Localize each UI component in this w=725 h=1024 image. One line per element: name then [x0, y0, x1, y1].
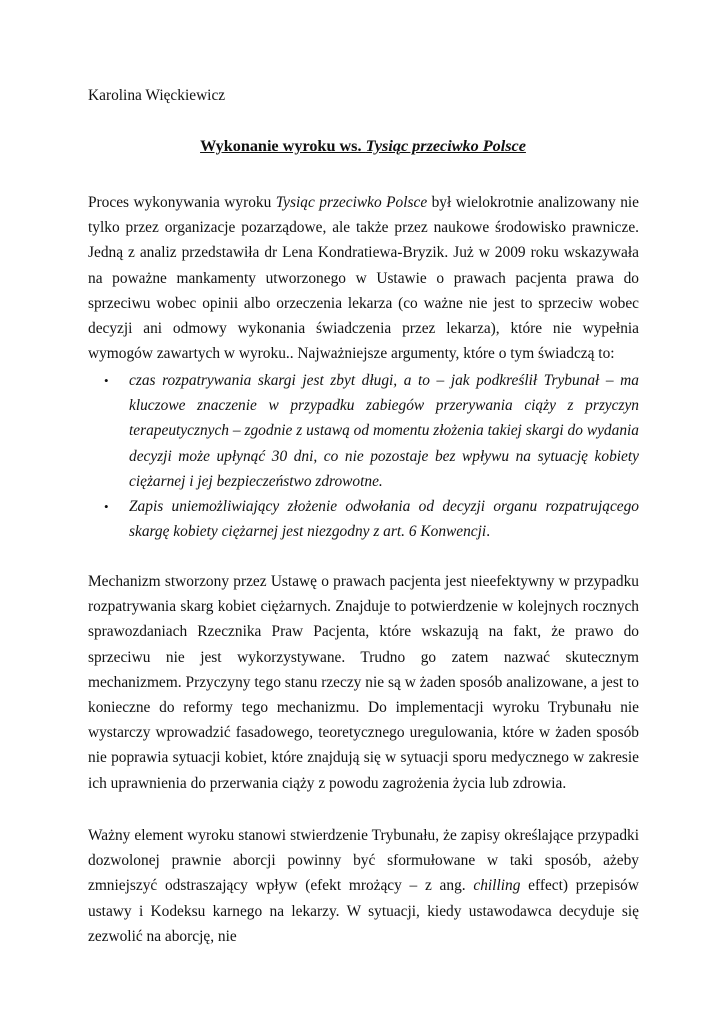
argument-list	[88, 368, 639, 544]
paragraph-2: Mechanizm stworzony przez Ustawę o prawach pacjenta jest nieefektywny w przypadku rozpatrywania skarg kobiet ciężarnych. Znajduje to potwierdzenie w kolejnych rocznych sprawozdaniach Rzecznika Praw Pacjenta, które wskazują na fakt, że prawo do sprzeciwu nie jest wykorzystywane. Trudno go zatem nazwać skutecznym mechanizmem. Przyczyny tego stanu rzeczy nie są w żaden sposób analizowane, a jest to konieczne do reformy tego mechanizmu. Do implementacji wyroku Trybunału nie wystarczy wprowadzić fasadowego, teoretycznego uregulowania, które w żaden sposób nie poprawia sytuacji kobiet, które znajdują się w sytuacji sporu medycznego w zakresie ich uprawnienia do przerwania ciąży z powodu zagrożenia życia lub zdrowia.	[88, 573, 639, 792]
bullet-icon: •	[104, 373, 109, 388]
list-item-text: czas rozpatrywania skargi jest zbyt długi, a to – jak podkreślił Trybunał – ma kluczowe znaczenie w przypadku zabiegów przerywania ciąży z przyczyn terapeutycznych – zgodnie z ustawą od momentu złożenia takiej skargi do wydania decyzji może upłynąć 30 dni, co nie pozostaje bez wpływu na sytuację kobiety ciężarnej i jej bezpieczeństwo zdrowotne.	[129, 372, 639, 490]
title-prefix: Wykonanie wyroku ws.	[200, 137, 366, 155]
list-item	[88, 494, 639, 544]
paragraph-1-case-name: Tysiąc przeciwko Polsce	[275, 194, 428, 211]
paragraph-1-start: Proces wykonywania wyroku	[88, 194, 276, 211]
paragraph-3	[88, 823, 639, 949]
paragraph-3-rest: effect) przepisów ustawy i Kodeksu karnego na lekarzy. W sytuacji, kiedy ustawodawca decyduje się zezwolić na aborcję, nie	[88, 877, 639, 945]
paragraph-1-rest: był wielokrotnie analizowany nie tylko przez organizacje pozarządowe, ale także przez naukowe środowisko prawnicze. Jedną z analiz przedstawiła dr Lena Kondratiewa-Bryzik. Już w 2009 roku wskazywała na poważne mankamenty utworzonego w Ustawie o prawach pacjenta prawa do sprzeciwu wobec opinii albo orzeczenia lekarza (co ważne nie jest to sprzeciw wobec decyzji ani odmowy wykonania świadczenia przez lekarza), które nie wypełnia wymogów zawartych w wyroku.. Najważniejsze argumenty, które o tym świadczą to:	[88, 194, 640, 363]
paragraph-3-term: chilling	[473, 877, 521, 895]
list-item-text: Zapis uniemożliwiający złożenie odwołania od decyzji organu rozpatrującego skargę kobiety ciężarnej jest niezgodny z art. 6 Konwencji	[129, 498, 639, 541]
bullet-icon: •	[104, 499, 109, 515]
title-case-name: Tysiąc przeciwko Polsce	[365, 137, 526, 155]
document-title	[88, 134, 638, 158]
paragraph-3-start: Ważny element wyroku stanowi stwierdzenie Trybunału, że zapisy określające przypadki dozwolonej prawnie aborcji powinny być sformułowane w taki sposób, ażeby zmniejszyć odstraszający wpływ (efekt mrożący – z ang.	[88, 827, 639, 895]
list-item-end: .	[486, 523, 491, 541]
list-item	[88, 368, 639, 494]
paragraph-1	[88, 190, 639, 366]
author-name: Karolina Więckiewicz	[88, 87, 226, 104]
